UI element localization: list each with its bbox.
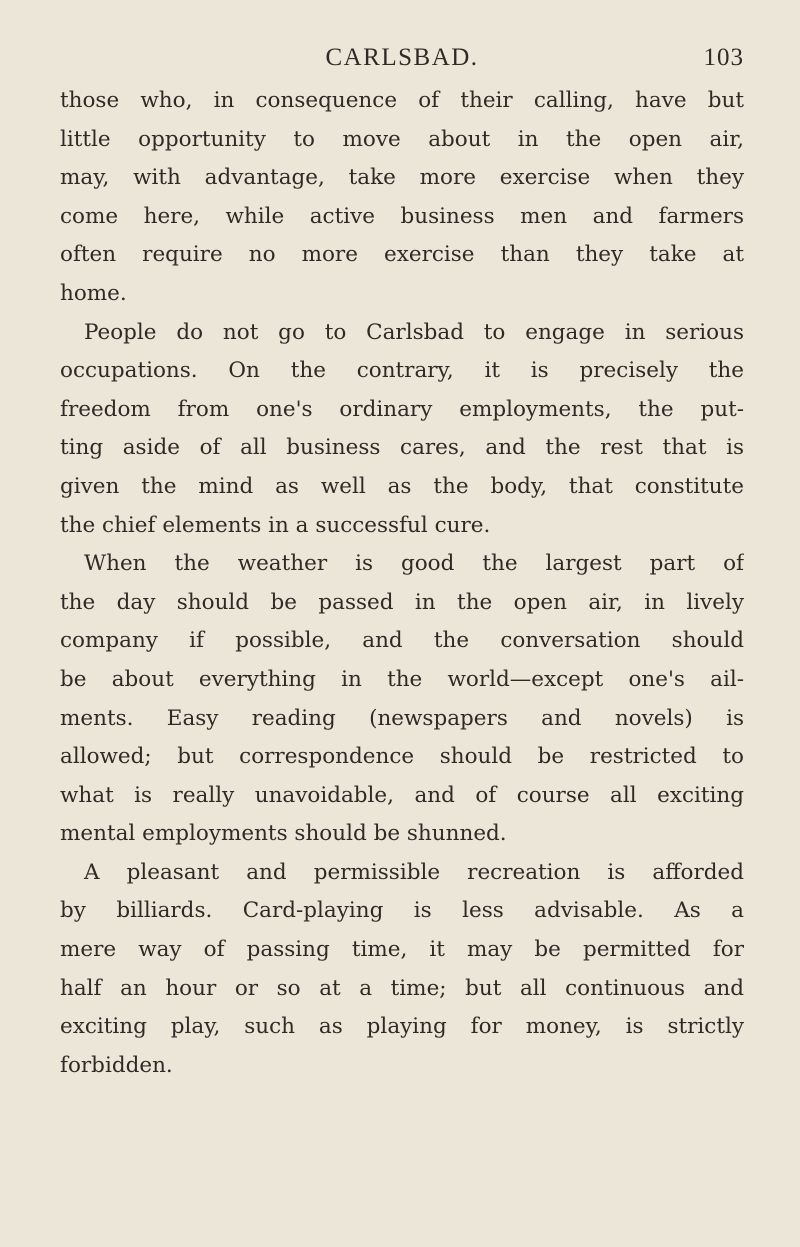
text-line: often require no more exercise than they take at <box>60 242 744 268</box>
text-line: by billiards. Card-playing is less advisable. As a <box>60 898 744 924</box>
text-line: the day should be passed in the open air, in lively <box>60 589 744 615</box>
text-line: allowed; but correspondence should be restricted to <box>60 744 744 770</box>
running-head: CARLSBAD. <box>325 44 479 71</box>
body-text <box>60 82 744 1085</box>
text-line: the chief elements in a successful cure. <box>60 512 491 538</box>
text-line: mental employments should be shunned. <box>60 821 507 847</box>
text-line: mere way of passing time, it may be permitted for <box>60 937 744 963</box>
page-header <box>60 38 744 78</box>
text-line: those who, in consequence of their calling, have but <box>60 88 744 113</box>
text-line: ting aside of all business cares, and the rest that is <box>60 435 744 461</box>
text-line: People do not go to Carlsbad to engage in serious <box>84 319 744 345</box>
text-line: little opportunity to move about in the open air, <box>60 126 744 152</box>
text-line: exciting play, such as playing for money, is strictly <box>60 1014 744 1040</box>
text-line: forbidden. <box>60 1052 173 1078</box>
text-line: occupations. On the contrary, it is precisely the <box>60 358 744 384</box>
text-line: freedom from one's ordinary employments, the put- <box>60 396 744 422</box>
text-line: half an hour or so at a time; but all continuous and <box>60 975 744 1001</box>
text-line: company if possible, and the conversation should <box>60 628 744 654</box>
text-line: home. <box>60 280 127 306</box>
text-line: given the mind as well as the body, that constitute <box>60 473 744 499</box>
page-number: 103 <box>703 44 744 71</box>
text-line: ments. Easy reading (newspapers and novels) is <box>60 705 744 731</box>
text-line: what is really unavoidable, and of course all exciting <box>60 782 744 808</box>
text-line: come here, while active business men and farmers <box>60 203 744 229</box>
text-line: be about everything in the world—except one's ail- <box>60 666 744 692</box>
text-line: When the weather is good the largest part of <box>84 551 744 577</box>
text-line: may, with advantage, take more exercise when they <box>60 165 744 191</box>
text-line: A pleasant and permissible recreation is afforded <box>84 859 744 885</box>
